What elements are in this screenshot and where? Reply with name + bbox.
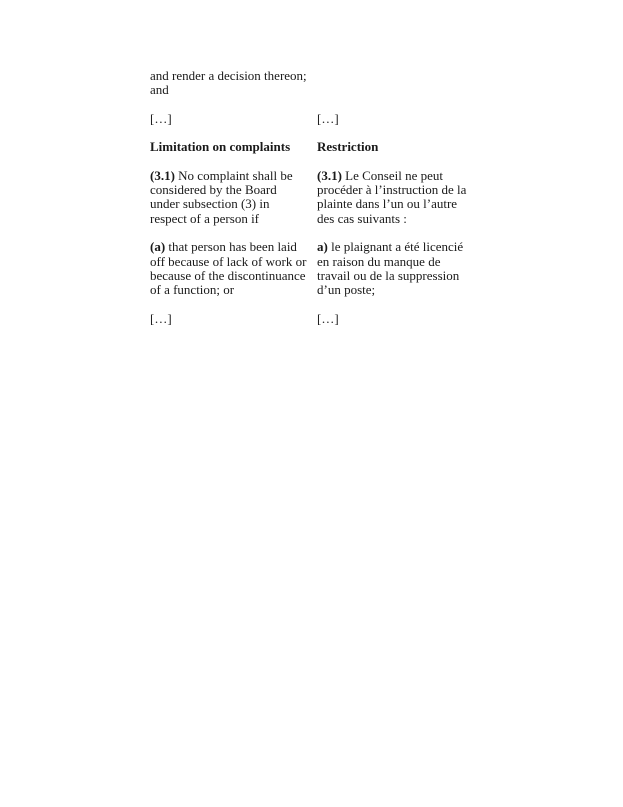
clause-text: Le Conseil ne peut procéder à l’instruction de la plainte dans l’un ou l’autre des cas suivants : bbox=[317, 167, 467, 226]
paragraph-continuation-en bbox=[150, 69, 307, 98]
ellipsis-fr bbox=[317, 312, 474, 326]
paragraph-text: and render a decision thereon; and bbox=[150, 68, 307, 98]
clause-3-1-fr bbox=[317, 169, 474, 227]
paragraph bbox=[150, 169, 307, 227]
clause-3-1-en bbox=[150, 169, 307, 227]
ellipsis-en bbox=[150, 312, 307, 326]
clause-a-en bbox=[150, 240, 307, 298]
clause-text: No complaint shall be considered by the Board under subsection (3) in respect of a person if bbox=[150, 167, 293, 226]
paragraph bbox=[317, 169, 474, 227]
paragraph bbox=[317, 240, 474, 298]
ellipsis-marker: […] bbox=[317, 110, 339, 126]
bilingual-text-grid bbox=[150, 69, 474, 326]
clause-text: that person has been laid off because of lack of work or because of the discontinuance of a function; or bbox=[150, 239, 307, 298]
heading-text: Limitation on complaints bbox=[150, 139, 291, 155]
clause-text: le plaignant a été licencié en raison du manque de travail ou de la suppression d’un poste; bbox=[317, 239, 464, 298]
clause-number: (3.1) bbox=[317, 167, 342, 183]
ellipsis-fr bbox=[317, 112, 474, 126]
paragraph bbox=[150, 69, 307, 98]
empty-cell bbox=[317, 69, 474, 98]
ellipsis-marker: […] bbox=[150, 110, 172, 126]
clause-letter: a) bbox=[317, 239, 328, 255]
heading-text: Restriction bbox=[317, 139, 379, 155]
clause-number: (3.1) bbox=[150, 167, 175, 183]
clause-a-fr bbox=[317, 240, 474, 298]
ellipsis-en bbox=[150, 112, 307, 126]
paragraph bbox=[150, 240, 307, 298]
ellipsis-marker: […] bbox=[150, 310, 172, 326]
section-heading-fr bbox=[317, 140, 474, 154]
section-heading-en bbox=[150, 140, 307, 154]
ellipsis-marker: […] bbox=[317, 310, 339, 326]
clause-letter: (a) bbox=[150, 239, 166, 255]
